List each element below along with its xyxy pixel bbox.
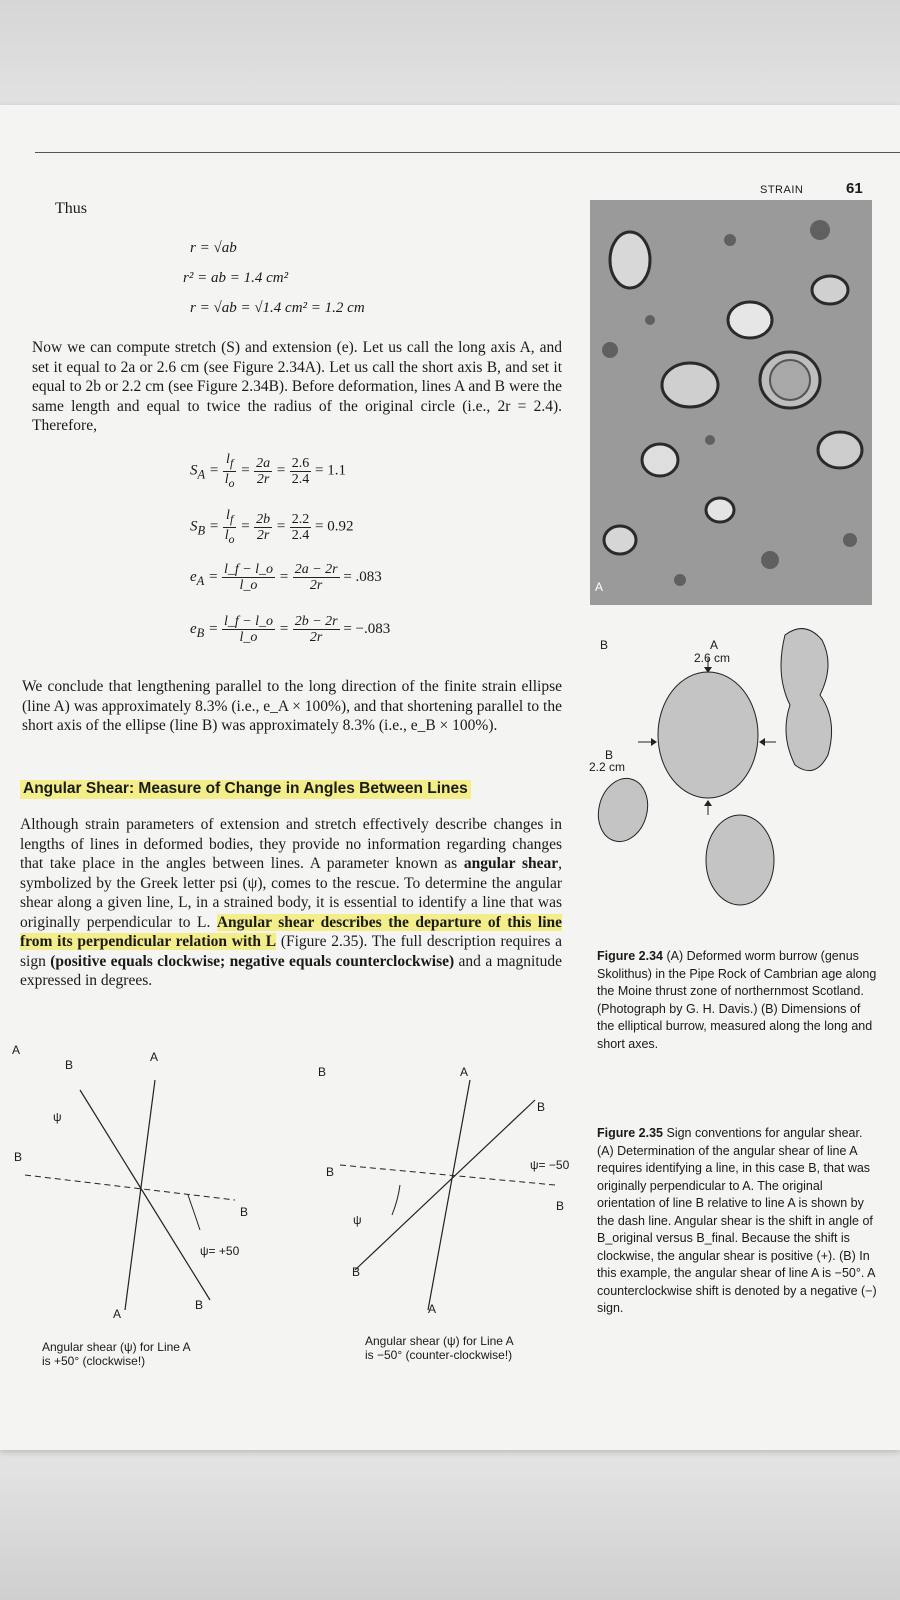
formula-ea: $e_A$ = $\frac{l\_f - l\_o}{l\_o}$ = $\frac{2a - 2r}{2r}$ = .083 (190, 562, 382, 593)
angular-shear-diagram (0, 1060, 590, 1350)
fig235-left-b-top: B (65, 1058, 74, 1072)
thus-label: Thus (55, 200, 87, 217)
p3-text-c: (Figure 2.35). The full description requires a sign (20, 933, 562, 970)
p3-term-angular-shear: angular shear (463, 855, 559, 872)
paragraph-conclusion: We conclude that lengthening parallel to the long direction of the finite strain ellipse (line A) was approximately 8.3% (i.e., e_A × 100%), and that shortening parallel to the short axis of the ellipse (line B) was approximately 8.3% (i.e., e_B × 100%). (22, 678, 562, 734)
fig235-left-a-top: A (150, 1050, 159, 1064)
section-heading: Angular Shear: Measure of Change in Angles Between Lines (20, 780, 471, 799)
fig235-caption-text: Sign conventions for angular shear. (A) Determination of the angular shear of line A requires identifying a line, in this case B, that was originally perpendicular to A. The original orientation of line B relative to line A is shown by the dash line. Angular shear is the shift in angle of B_original versus B_final. Because the shift is clockwise, the angular shear is positive (+). (B) In this example, the angular shear of line A is −50°. A counterclockwise shift is denoted by a negative (−) sign. (597, 1126, 877, 1315)
fig235-right-b-left: B (326, 1165, 335, 1179)
fig235-left-b-dash: B (240, 1205, 249, 1219)
burrow-ellipse-lower (706, 815, 774, 905)
p3-highlight-definition: Angular shear describes the departure of this line from its perpendicular relation with L (20, 913, 562, 950)
header-rule (35, 152, 900, 153)
fig235-left-b-bottom: B (195, 1298, 204, 1312)
fig235-left-caption-line1: Angular shear (ψ) for Line A (42, 1340, 191, 1354)
fig235-left-psi: ψ (53, 1110, 62, 1124)
formula-sa: $S_A$ = $\frac{l_f}{l_o}$ = $\frac{2a}{2r}$ = $\frac{2.6}{2.4}$ = 1.1 (190, 452, 346, 490)
fig235-right-a-top: A (460, 1065, 469, 1079)
right-line-b-final (355, 1100, 535, 1270)
fig235-left-psi-value: ψ= +50 (200, 1244, 240, 1258)
burrow-ellipse-main (658, 672, 758, 798)
fig234-caption-title: Figure 2.34 (597, 949, 663, 963)
p3-sign-convention: (positive equals clockwise; negative equals counterclockwise) (50, 952, 455, 970)
running-header: STRAIN (760, 184, 804, 196)
right-psi-arc (392, 1185, 400, 1215)
fig235-right-b-dash: B (556, 1199, 565, 1213)
fig235-left-caption-line2: is +50° (clockwise!) (42, 1354, 146, 1368)
fig235-left-a-bottom: A (113, 1307, 122, 1321)
fig234-dim-a: 2.6 cm (694, 651, 731, 665)
figure-2-34-caption (597, 948, 877, 1053)
equation-r3: r = √ab = √1.4 cm² = 1.2 cm (190, 300, 365, 316)
fig235-left-caption (42, 1340, 191, 1368)
fig235-right-caption (365, 1334, 514, 1362)
photo-texture (590, 200, 872, 605)
left-psi-arc (188, 1195, 200, 1230)
left-line-b-original (25, 1175, 235, 1200)
photo-label-a: A (595, 580, 604, 594)
paragraph-angular-shear (20, 815, 562, 991)
fig235-right-b-top: B (318, 1065, 327, 1079)
fig235-left-b-left: B (14, 1150, 23, 1164)
burrow-ellipse-small (592, 773, 655, 847)
p3-text-b: , symbolized by the Greek letter psi (ψ), comes to the rescue. To determine the angular shear along a given line, L, in a strained body, it is essential to identify a line that was originally perpendicular to L. (20, 855, 562, 931)
worm-burrow-photo (590, 200, 872, 605)
fig234-dim-b: 2.2 cm (589, 760, 626, 774)
fig235-left-corner-a: A (12, 1043, 21, 1057)
fig234-label-b: B (600, 638, 609, 652)
fig234-caption-text: (A) Deformed worm burrow (genus Skolithus) in the Pipe Rock of Cambrian age along the Moine thrust zone of northernmost Scotland. (Photograph by G. H. Davis.) (B) Dimensions of the elliptical burrow, measured along the long and short axes. (597, 949, 877, 1051)
burrow-ellipse-right (781, 629, 832, 771)
figure-2-35-caption (597, 1125, 877, 1318)
fig235-right-a-bottom: A (428, 1302, 437, 1316)
arrowhead-b (651, 738, 657, 746)
formula-sb: $S_B$ = $\frac{l_f}{l_o}$ = $\frac{2b}{2r}$ = $\frac{2.2}{2.4}$ = 0.92 (190, 508, 354, 546)
p3-text-d: and a magnitude expressed in degrees. (20, 952, 563, 989)
equation-r1: r = √ab (190, 240, 237, 256)
fig235-right-caption-line2: is −50° (counter-clockwise!) (365, 1348, 513, 1362)
left-line-a (125, 1080, 155, 1310)
fig234-label-a: A (710, 638, 719, 652)
arrowhead-right (759, 738, 765, 746)
fig235-right-psi-value: ψ= −50 (530, 1158, 570, 1172)
fig235-caption-title: Figure 2.35 (597, 1126, 663, 1140)
equation-r2: r² = ab = 1.4 cm² (183, 270, 289, 286)
page-number: 61 (846, 180, 863, 197)
paragraph-stretch: Now we can compute stretch (S) and extension (e). Let us call the long axis A, and set it equal to 2a or 2.6 cm (see Figure 2.34A). Let us call the short axis B, and set it equal to 2b or 2.2 cm (see Figure 2.34B). Before deformation, lines A and B were the same length and equal to twice the radius of the original circle (i.e., 2r = 2.4). Therefore, (32, 339, 562, 434)
left-line-b-final (80, 1090, 210, 1300)
fig235-right-b-mid: B (352, 1265, 361, 1279)
fig235-right-caption-line1: Angular shear (ψ) for Line A (365, 1334, 514, 1348)
formula-eb: $e_B$ = $\frac{l\_f - l\_o}{l\_o}$ = $\frac{2b - 2r}{2r}$ = −.083 (190, 614, 391, 645)
fig234-label-b2: B (605, 748, 614, 762)
arrowhead-bottom (704, 800, 712, 806)
fig235-right-b-right: B (537, 1100, 546, 1114)
fig235-right-psi: ψ (353, 1213, 362, 1227)
p3-text-a: Although strain parameters of extension and stretch effectively describe changes in lengths of lines in deformed bodies, they provide no information regarding changes that take place in the angles between lines. A parameter known as (20, 816, 562, 872)
ellipse-diagram (590, 615, 880, 915)
